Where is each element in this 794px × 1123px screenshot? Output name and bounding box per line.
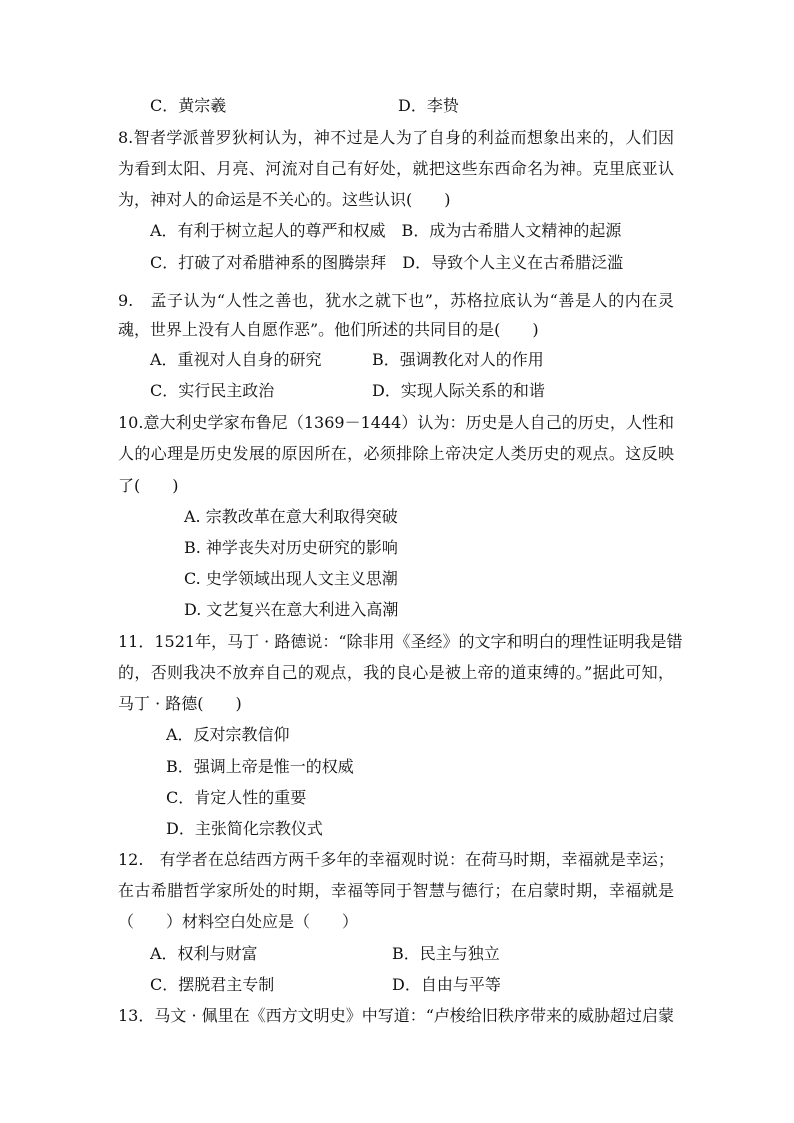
q12-option-a: A．权利与财富 — [150, 944, 258, 963]
q12-option-d: D．自由与平等 — [392, 975, 501, 994]
q8-options-cd: C．打破了对希腊神系的图腾崇拜 D．导致个人主义在古希腊泛滥 — [150, 253, 624, 272]
q13-stem-line-1: 13．马文 · 佩里在《西方文明史》中写道：“卢梭给旧秩序带来的威胁超过启蒙 — [118, 1006, 674, 1025]
q11-stem-line-2: 的，否则我决不放弃自己的观点，我的良心是被上帝的道束缚的。”据此可知， — [118, 663, 674, 682]
q10-stem-line-3: 了( ) — [118, 476, 179, 495]
q10-option-c: C. 史学领域出现人文主义思潮 — [184, 569, 398, 588]
q11-option-c: C．肯定人性的重要 — [166, 788, 307, 807]
q10-stem-line-2: 人的心理是历史发展的原因所在，必须排除上帝决定人类历史的观点。这反映 — [118, 444, 674, 463]
q7-option-c: C．黄宗羲 — [150, 96, 227, 115]
q8-stem-line-3: 为，神对人的命运是不关心的。这些认识( ) — [118, 190, 451, 209]
q9-stem-line-2: 魂，世界上没有人自愿作恶”。他们所述的共同目的是( ) — [118, 320, 539, 339]
q7-option-d: D．李贽 — [398, 96, 459, 115]
q12-option-b: B．民主与独立 — [392, 944, 500, 963]
q12-stem-line-1: 12. 有学者在总结西方两千多年的幸福观时说：在荷马时期，幸福就是幸运； — [118, 850, 674, 869]
q8-options-ab: A．有利于树立起人的尊严和权威 B．成为古希腊人文精神的起源 — [150, 221, 622, 240]
q9-option-c: C．实行民主政治 — [150, 381, 275, 400]
q11-option-a: A．反对宗教信仰 — [166, 725, 290, 744]
q10-option-a: A. 宗教改革在意大利取得突破 — [184, 507, 398, 526]
q10-option-d: D. 文艺复兴在意大利进入高潮 — [184, 600, 399, 619]
q12-option-c: C．摆脱君主专制 — [150, 975, 275, 994]
q9-option-b: B．强调教化对人的作用 — [372, 350, 544, 369]
q11-option-b: B．强调上帝是惟一的权威 — [166, 757, 354, 776]
q12-stem-line-2: 在古希腊哲学家所处的时期，幸福等同于智慧与德行；在启蒙时期，幸福就是 — [118, 881, 674, 900]
q10-stem-line-1: 10.意大利史学家布鲁尼（1369－1444）认为：历史是人自己的历史，人性和 — [118, 413, 674, 432]
q10-option-b: B. 神学丧失对历史研究的影响 — [184, 538, 398, 557]
q11-stem-line-3: 马丁 · 路德( ) — [118, 694, 242, 713]
q11-option-d: D．主张简化宗教仪式 — [166, 819, 323, 838]
q9-stem-line-1: 9. 孟子认为“人性之善也，犹水之就下也”，苏格拉底认为“善是人的内在灵 — [118, 291, 674, 310]
q11-stem-line-1: 11．1521年，马丁 · 路德说：“除非用《圣经》的文字和明白的理性证明我是错 — [118, 632, 683, 651]
q12-stem-line-3: （ ）材料空白处应是（ ） — [118, 912, 359, 931]
q8-stem-line-2: 为看到太阳、月亮、河流对自己有好处，就把这些东西命名为神。克里底亚认 — [118, 159, 674, 178]
q8-stem-line-1: 8.智者学派普罗狄柯认为，神不过是人为了自身的利益而想象出来的，人们因 — [118, 128, 674, 147]
q9-option-a: A．重视对人自身的研究 — [150, 350, 322, 369]
q9-option-d: D．实现人际关系的和谐 — [372, 381, 545, 400]
